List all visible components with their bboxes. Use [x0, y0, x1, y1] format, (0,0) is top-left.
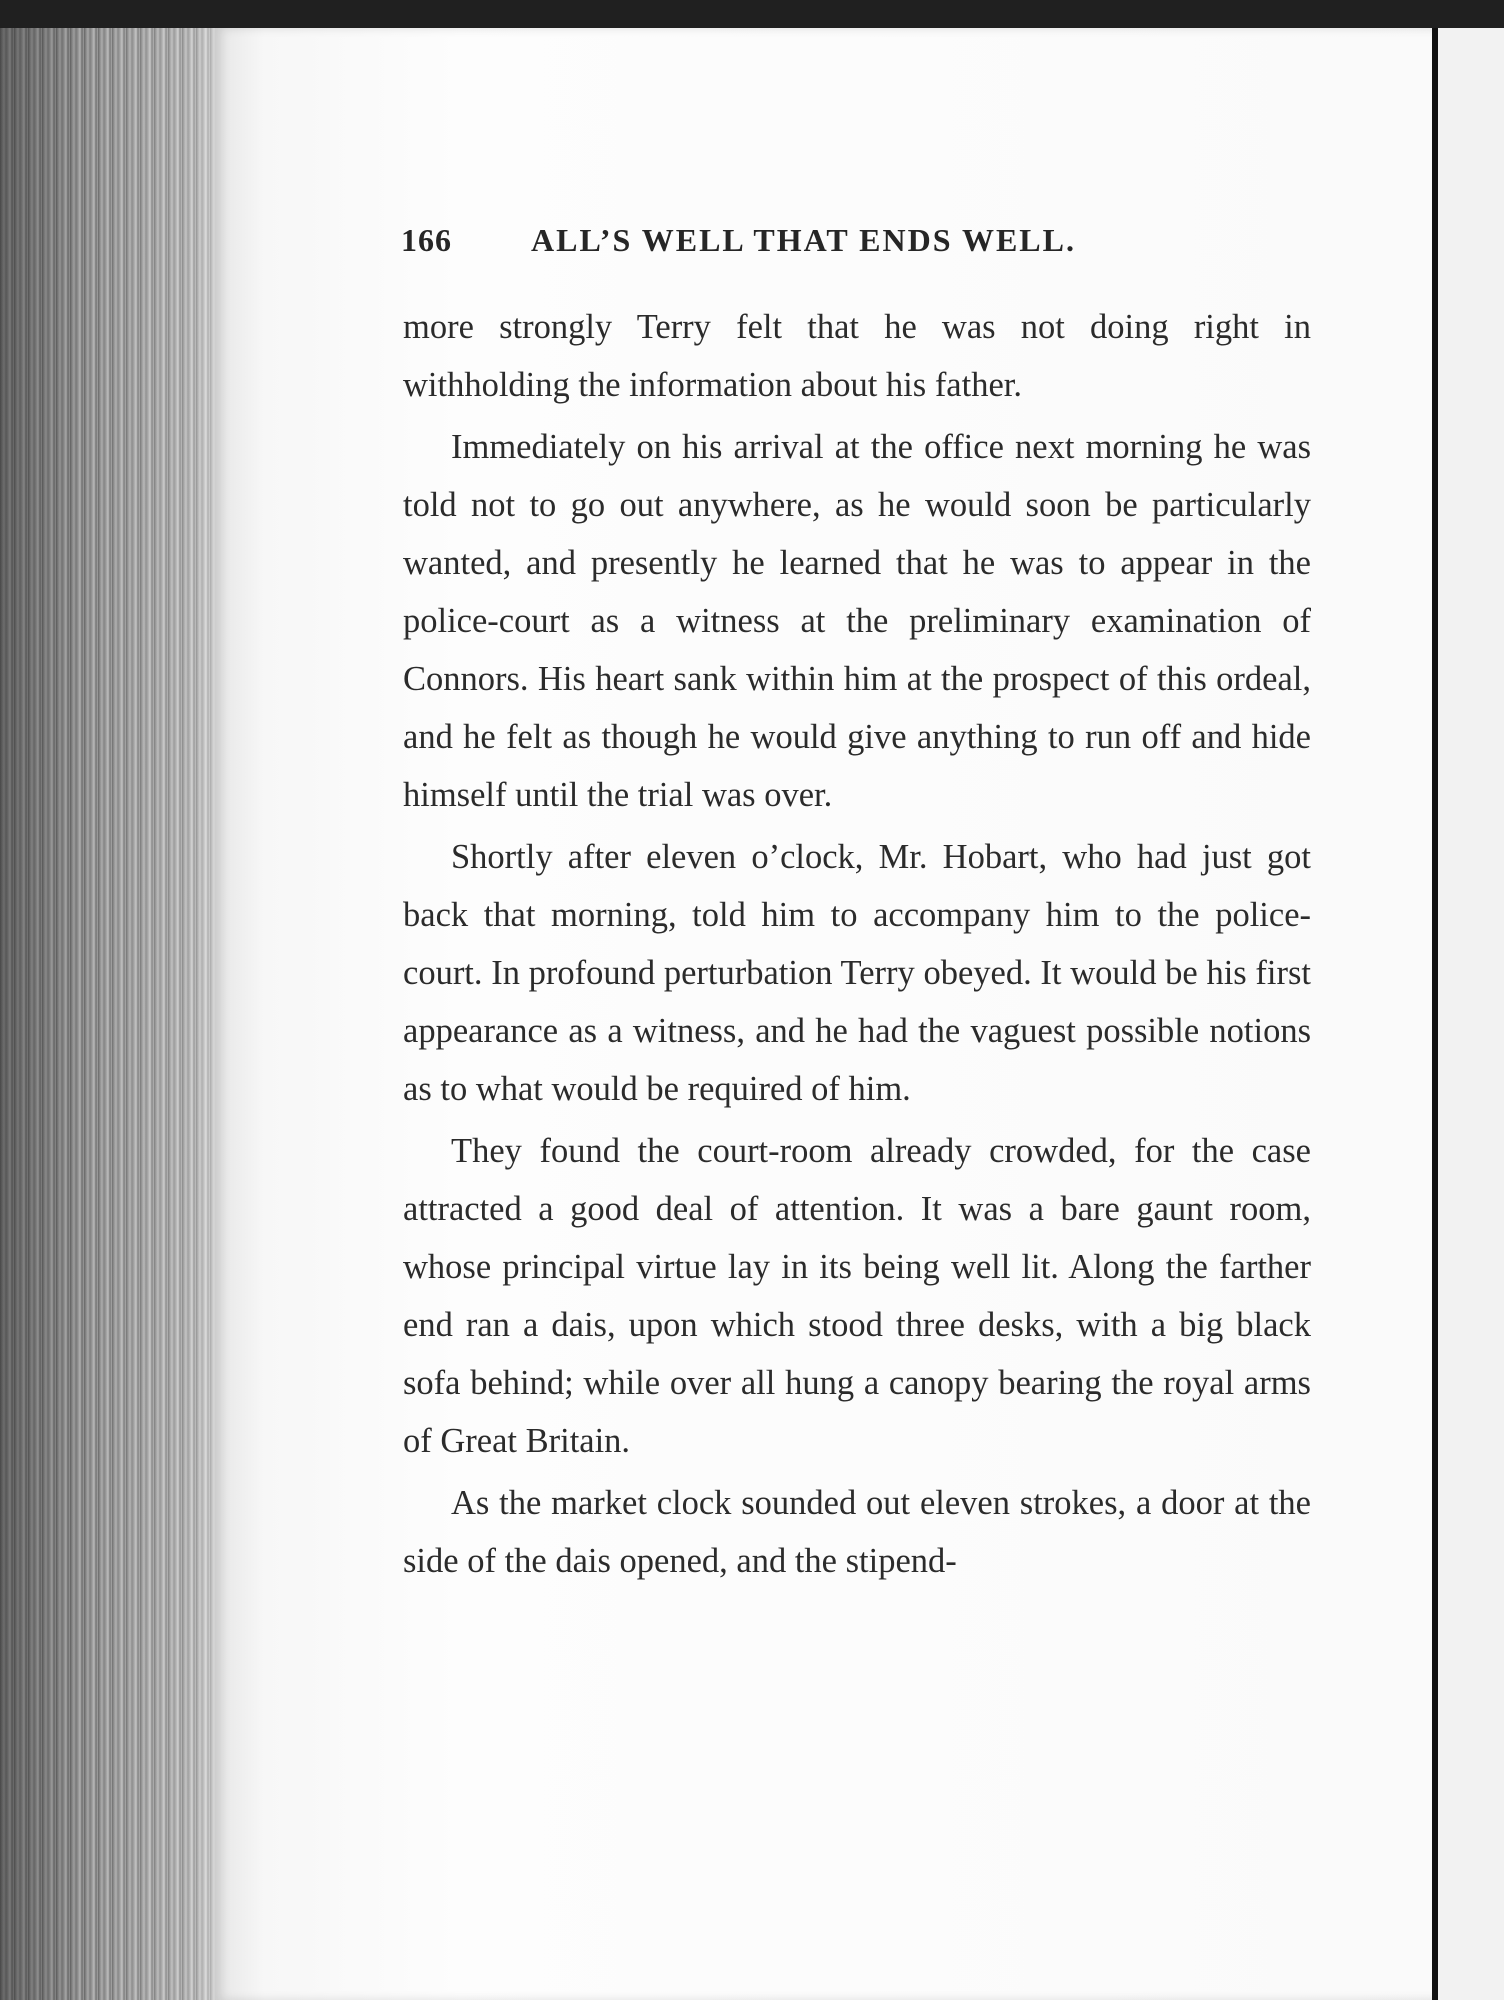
running-title: ALL’S WELL THAT ENDS WELL. [531, 222, 1076, 258]
paragraph: They found the court-room already crowded, for the case attracted a good deal of attention. It was a bare gaunt room, whose principal virtue lay in its being well lit. Along the farther end ran a dais, upon which stood three desks, with a big black sofa behind; while over all hung a canopy bearing the royal arms of Great Britain. [403, 1132, 1311, 1460]
paragraph: Immediately on his arrival at the office next morning he was told not to go out anywhere, as he would soon be particularly wanted, and presently he learned that he was to appear in the police-court as a witness at the preliminary examination of Connors. His heart sank within him at the prospect of this ordeal, and he felt as though he would give anything to run off and hide himself until the trial was over. [403, 428, 1311, 814]
paragraph: As the market clock sounded out eleven strokes, a door at the side of the dais opened, and the stipend- [403, 1484, 1311, 1580]
scan-top-border [0, 0, 1504, 30]
paragraph: Shortly after eleven o’clock, Mr. Hobart, who had just got back that morning, told him to accompany him to the police-court. In profound perturbation Terry obeyed. It would be his first appearance as a witness, and he had the vaguest possible notions as to what would be required of him. [403, 838, 1311, 1108]
page-number: 166 [401, 222, 452, 258]
book-page-edges [0, 28, 225, 2000]
paragraph: more strongly Terry felt that he was not doing right in withholding the information about his father. [403, 308, 1311, 404]
running-head [401, 222, 1281, 272]
body-text [403, 298, 1311, 1594]
adjacent-page-margin [1438, 28, 1504, 2000]
